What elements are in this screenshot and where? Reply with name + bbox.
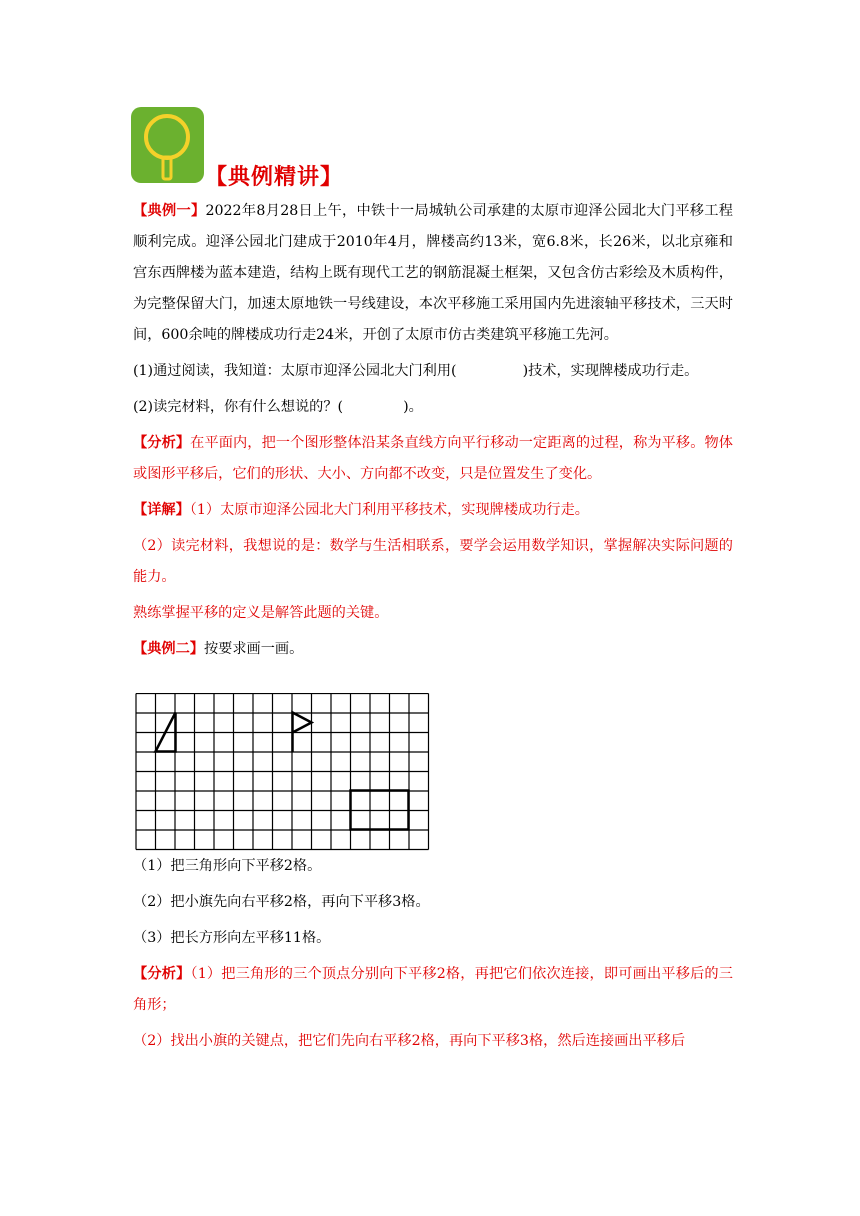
translation-grid (135, 693, 431, 851)
example2-q2: （2）把小旗先向右平移2格，再向下平移3格。 (133, 894, 430, 910)
example2-analysis2: （2）找出小旗的关键点，把它们先向右平移2格，再向下平移3格，然后连接画出平移后 (133, 1033, 686, 1049)
example2-q3: （3）把长方形向左平移11格。 (133, 930, 331, 946)
grid-figure (135, 675, 733, 847)
content (133, 196, 733, 1057)
example1-analysis: 【分析】在平面内，把一个图形整体沿某条直线方向平行移动一定距离的过程，称为平移。物体或图形平移后，它们的形状、大小、方向都不改变，只是位置发生了变化。 (133, 435, 733, 482)
example1-question1: (1)通过阅读，我知道：太原市迎泽公园北大门利用( )技术，实现牌楼成功行走。 (133, 363, 699, 379)
example1-detail2: （2）读完材料，我想说的是：数学与生活相联系，要学会运用数学知识，掌握解决实际问题的能力。 (133, 538, 733, 585)
example2-analysis1: 【分析】（1）把三角形的三个顶点分别向下平移2格，再把它们依次连接，即可画出平移后的三角形； (133, 966, 733, 1013)
analysis-label: 【分析】 (133, 966, 191, 982)
example1-detail1: 【详解】（1）太原市迎泽公园北大门利用平移技术，实现牌楼成功行走。 (133, 502, 589, 518)
example1-label: 【典例一】 (133, 203, 206, 219)
example1-question2: (2)读完材料，你有什么想说的？( )。 (133, 399, 423, 415)
magnifier-icon (131, 107, 204, 183)
example2-prompt: 【典例二】按要求画一画。 (133, 641, 304, 657)
analysis-label: 【分析】 (133, 435, 191, 451)
example2-q1: （1）把三角形向下平移2格。 (133, 858, 322, 874)
example1-paragraph: 【典例一】2022年8月28日上午，中铁十一局城轨公司承建的太原市迎泽公园北大门平移工程顺利完成。迎泽公园北门建成于2010年4月，牌楼高约13米，宽6.8米，长26米，以北京雍和宫东西牌楼为蓝本建造，结构上既有现代工艺的钢筋混凝土框架，又包含仿古彩绘及木质构件，为完整保留大门，加速太原地铁一号线建设，本次平移施工采用国内先进滚轴平移技术，三天时间，600余吨的牌楼成功行走24米，开创了太原市仿古类建筑平移施工先河。 (133, 203, 733, 343)
section-title: 【典例精讲】 (205, 165, 344, 190)
example2-label: 【典例二】 (133, 641, 204, 657)
example1-key-point: 熟练掌握平移的定义是解答此题的关键。 (133, 605, 389, 621)
detail-label: 【详解】 (133, 502, 190, 518)
